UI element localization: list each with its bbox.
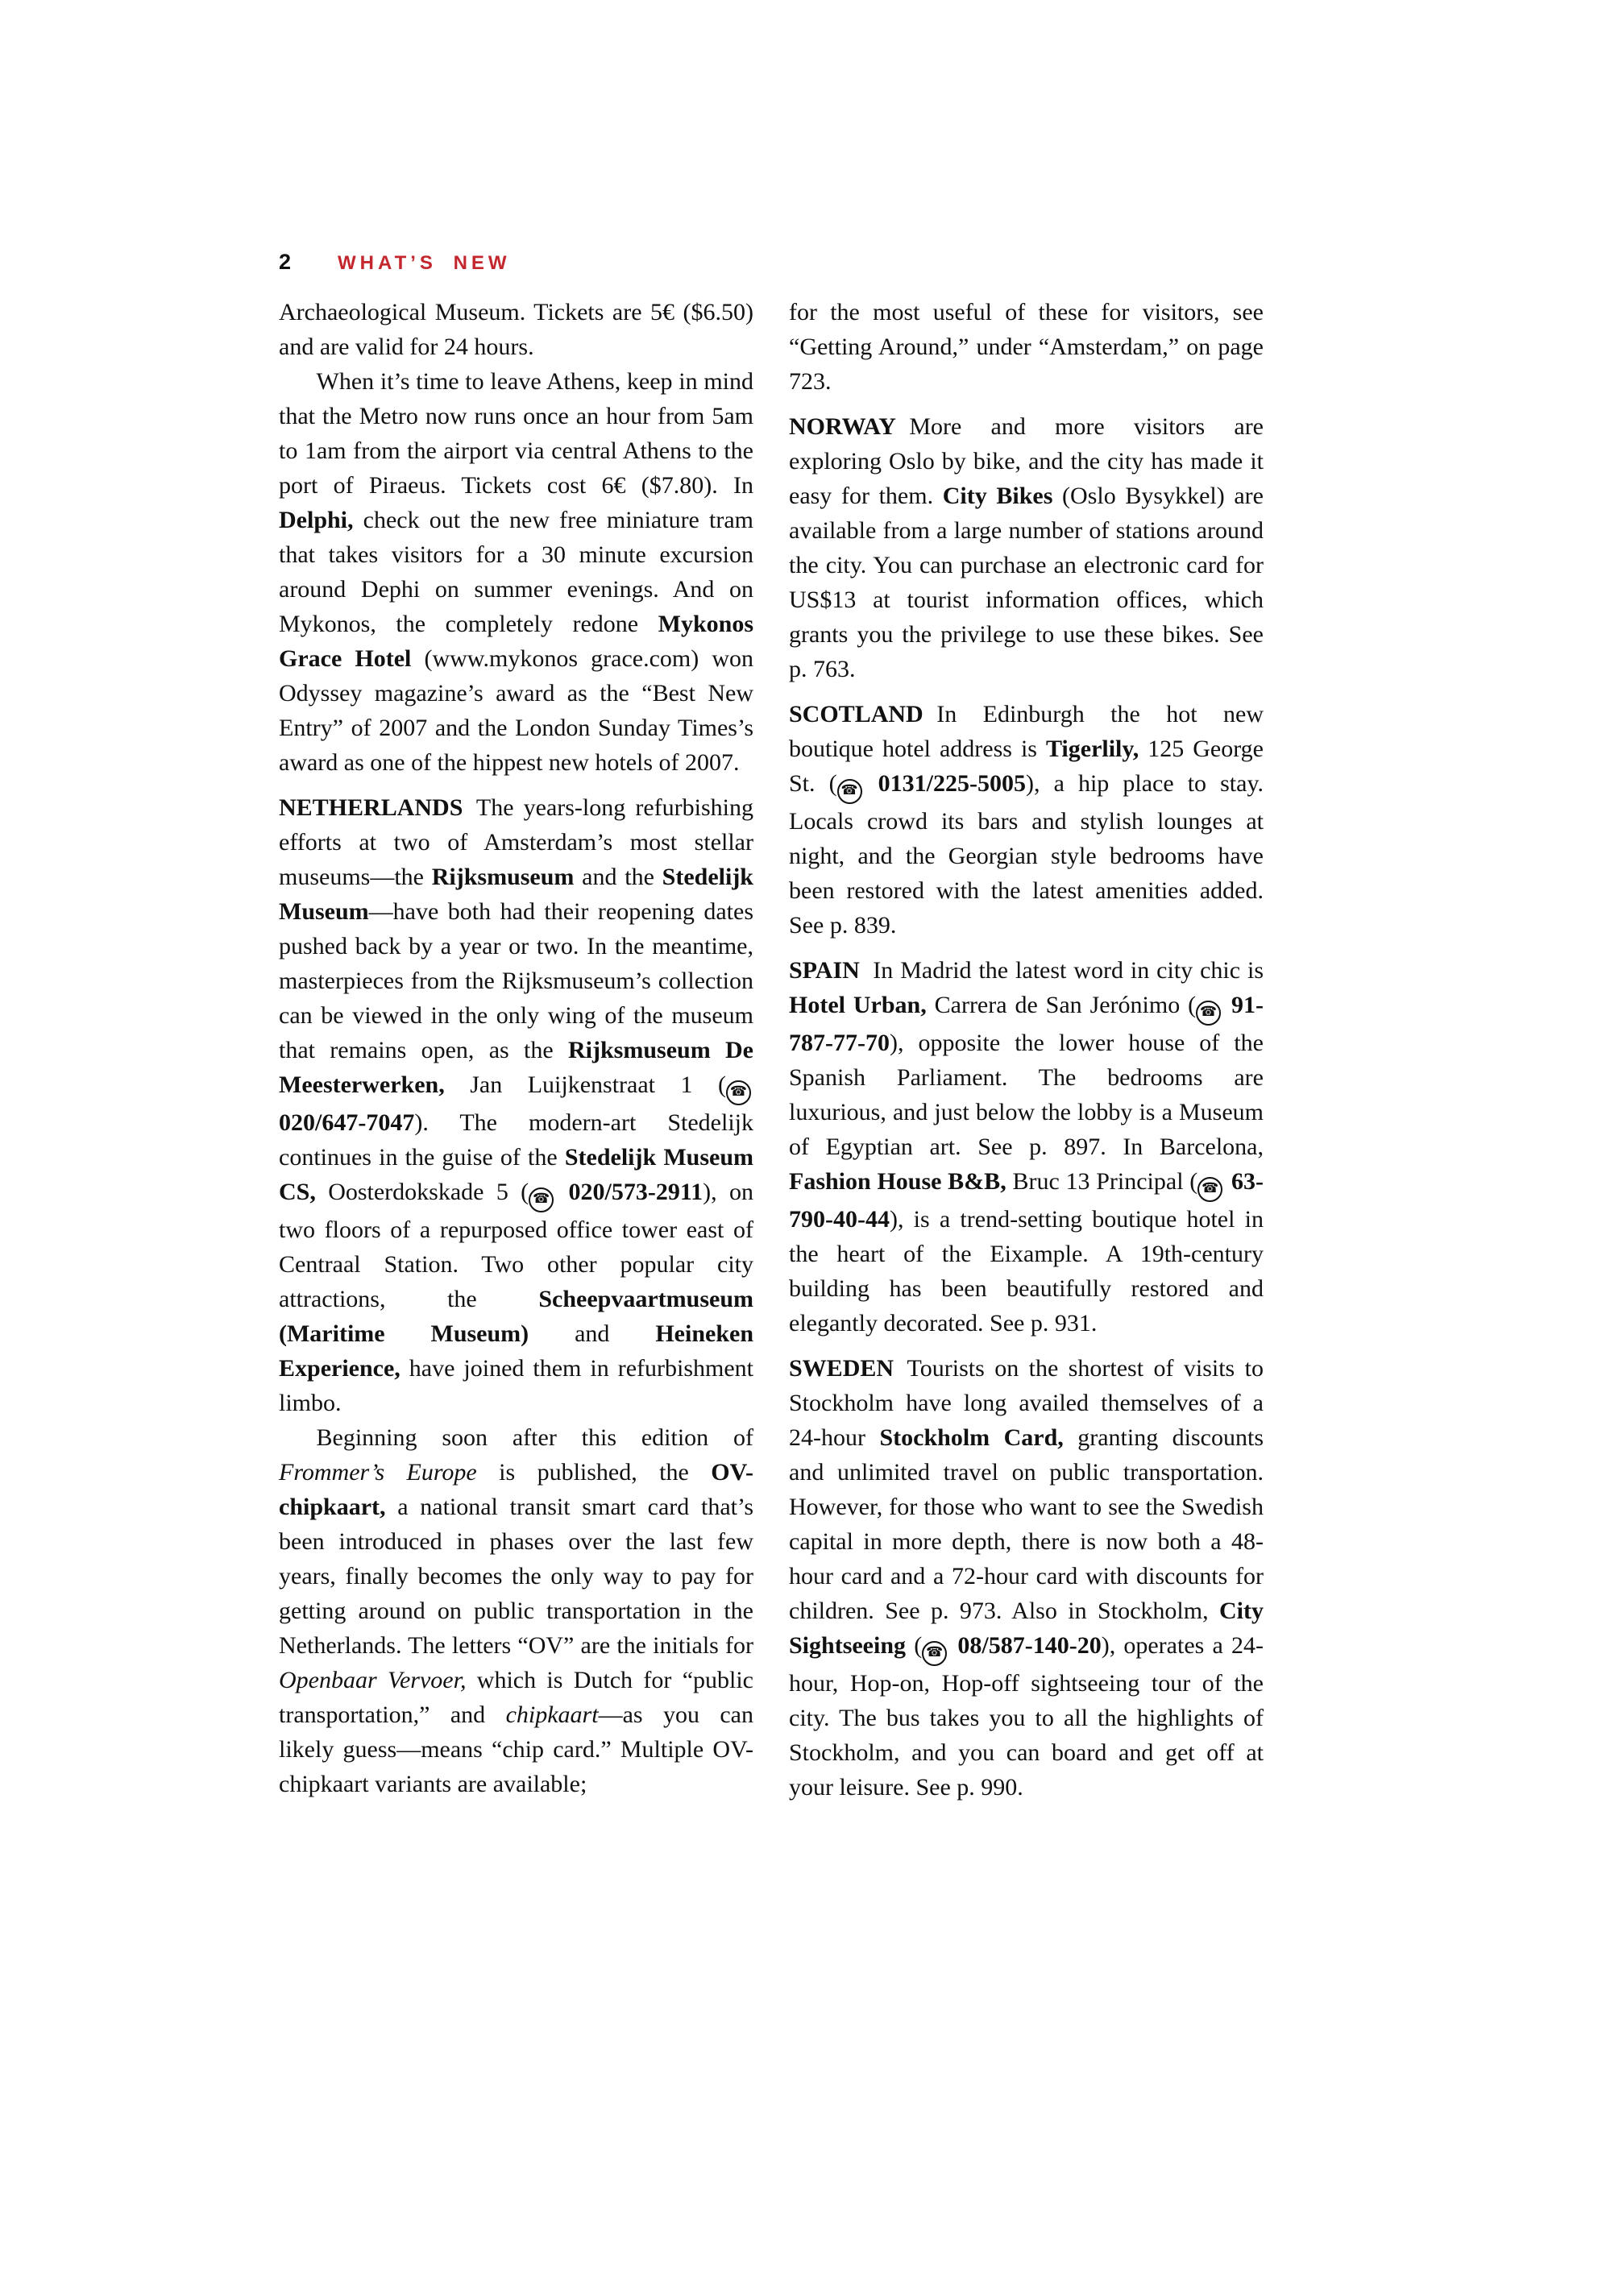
text-segment: 0131/225-5005 <box>864 770 1026 797</box>
running-head: WHAT’S NEW <box>338 252 511 274</box>
text-segment: which is Dutch for “public transportation,” and <box>279 1667 753 1728</box>
text-segment: ), opposite the lower house of the Spanish Parliament. The bedrooms are luxurious, and just below the lobby is a Museum of Egyptian art. See p. 897. In Barcelona, <box>789 1030 1264 1160</box>
text-segment: The years-long refurbishing efforts at two of Amsterdam’s most stellar museums—the <box>279 794 753 890</box>
text-segment: Stockholm Card, <box>879 1424 1064 1451</box>
phone-icon: ☎ <box>837 779 862 804</box>
text-segment: 125 George St. ( <box>789 736 1264 797</box>
text-segment: Tourists on the shortest of visits to Stockholm have long availed themselves of a 24-hour <box>789 1355 1264 1451</box>
text-segment: ), operates a 24-hour, Hop-on, Hop-off sightseeing tour of the city. The bus takes you to all the highlights of Stockholm, and you can board and get off at your leisure. See p. 990. <box>789 1632 1264 1801</box>
text-segment: Bruc 13 Principal ( <box>1006 1168 1198 1195</box>
text-segment: Stedelijk Museum CS, <box>279 1144 753 1205</box>
text-segment: Mykonos Grace Hotel <box>279 611 753 672</box>
text-segment: for the most useful of these for visitors, see “Getting Around,” under “Amsterdam,” on page 723. <box>789 299 1264 395</box>
text-segment: —as you can likely guess—means “chip card.” Multiple OV-chipkaart variants are available; <box>279 1701 753 1797</box>
text-segment: In Madrid the latest word in city chic is <box>873 957 1264 984</box>
text-segment: 020/647-7047 <box>279 1109 415 1136</box>
text-segment: Beginning soon after this edition of <box>316 1424 753 1451</box>
text-segment: is published, the <box>476 1459 712 1486</box>
text-segment: ), a hip place to stay. Locals crowd its bars and stylish lounges at night, and the Georgian style bedrooms have been restored with the latest amenities added. See p. 839. <box>789 770 1264 939</box>
text-segment: (www.mykonos grace.com) won Odyssey magazine’s award as the “Best New Entry” of 2007 and the London Sunday Times’s award as one of the hippest new hotels of 2007. <box>279 645 753 776</box>
text-segment: When it’s time to leave Athens, keep in mind that the Metro now runs once an hour from 5am to 1am from the airport via central Athens to the port of Piraeus. Tickets cost 6€ ($7.80). In <box>279 368 753 499</box>
text-segment: OV-chipkaart, <box>279 1459 753 1520</box>
text-segment: 020/573-2911 <box>556 1179 703 1205</box>
text-segment: Jan Luijkenstraat 1 ( <box>444 1071 726 1098</box>
column-right <box>789 295 1264 1805</box>
paragraph <box>789 953 1264 1341</box>
text-segment: and <box>529 1320 656 1347</box>
text-segment: chipkaart <box>505 1701 599 1728</box>
text-segment: More and more visitors are exploring Oslo by bike, and the city has made it easy for them. <box>789 413 1264 509</box>
text-segment: check out the new free miniature tram that takes visitors for a 30 minute excursion around Dephi on summer evenings. And on Mykonos, the completely redone <box>279 507 753 637</box>
text-segment: In Edinburgh the hot new boutique hotel address is <box>789 701 1264 762</box>
text-segment: have joined them in refurbishment limbo. <box>279 1355 753 1416</box>
text-segment: Hotel Urban, <box>789 992 927 1018</box>
paragraph <box>279 364 753 780</box>
text-segment: NETHERLANDS <box>279 794 463 821</box>
phone-icon: ☎ <box>922 1641 947 1666</box>
text-segment: NORWAY <box>789 413 896 440</box>
phone-icon: ☎ <box>1196 1001 1221 1026</box>
text-segment: Oosterdokskade 5 ( <box>315 1179 529 1205</box>
text-segment: Archaeological Museum. Tickets are 5€ ($6.50) and are valid for 24 hours. <box>279 299 753 360</box>
text-segment: Scheepvaartmuseum (Maritime Museum) <box>279 1286 753 1347</box>
text-segment: SPAIN <box>789 957 860 984</box>
column-left <box>279 295 753 1805</box>
text-segment: Rijksmuseum <box>431 864 575 890</box>
text-segment: (Oslo Bysykkel) are available from a large number of stations around the city. You can purchase an electronic card for US$13 at tourist information offices, which grants you the privilege to use these bikes. See p. 763. <box>789 483 1264 682</box>
text-segment: Rijksmuseum De Meesterwerken, <box>279 1037 753 1098</box>
paragraph <box>789 409 1264 686</box>
paragraph <box>279 1420 753 1801</box>
text-segment: —have both had their reopening dates pushed back by a year or two. In the meantime, masterpieces from the Rijksmuseum’s collection can be viewed in the only wing of the museum that remains open, as the <box>279 898 753 1063</box>
text-segment: ), is a trend-setting boutique hotel in the heart of the Eixample. A 19th-century building has been beautifully restored and elegantly decorated. See p. 931. <box>789 1206 1264 1337</box>
text-segment: Frommer’s Europe <box>279 1459 477 1486</box>
text-segment: and the <box>574 864 662 890</box>
paragraph <box>279 790 753 1420</box>
text-segment: ), on two floors of a repurposed office tower east of Centraal Station. Two other popular city attractions, the <box>279 1179 753 1312</box>
paragraph <box>789 295 1264 399</box>
text-segment: SCOTLAND <box>789 701 923 727</box>
phone-icon: ☎ <box>1197 1177 1222 1202</box>
page-content <box>279 295 1264 1805</box>
text-segment: Carrera de San Jerónimo ( <box>926 992 1197 1018</box>
page-header <box>279 250 511 275</box>
text-segment: ( <box>906 1632 923 1659</box>
paragraph <box>789 1351 1264 1805</box>
text-segment: 91-787-77-70 <box>789 992 1264 1056</box>
text-segment: City Sightseeing <box>789 1598 1264 1659</box>
text-segment: granting discounts and unlimited travel on public transportation. However, for those who want to see the Swedish capital in more depth, there is now both a 48-hour card and a 72-hour card with discounts for children. See p. 973. Also in Stockholm, <box>789 1424 1264 1624</box>
text-segment: a national transit smart card that’s been introduced in phases over the last few years, finally becomes the only way to pay for getting around on public transportation in the Netherlands. The letters “OV” are the initials for <box>279 1494 753 1659</box>
paragraph <box>279 295 753 364</box>
phone-icon: ☎ <box>726 1080 751 1105</box>
text-segment: Heineken Experience, <box>279 1320 753 1382</box>
phone-icon: ☎ <box>529 1187 554 1212</box>
text-segment: Delphi, <box>279 507 354 533</box>
text-segment: 08/587-140-20 <box>949 1632 1102 1659</box>
text-segment: Openbaar Vervoer, <box>279 1667 467 1693</box>
text-segment: Fashion House B&B, <box>789 1168 1006 1195</box>
text-segment: City Bikes <box>942 483 1053 509</box>
text-segment: ). The modern-art Stedelijk continues in the guise of the <box>279 1109 753 1171</box>
text-segment: Stedelijk Museum <box>279 864 753 925</box>
text-segment: Tigerlily, <box>1045 736 1139 762</box>
text-segment: SWEDEN <box>789 1355 894 1382</box>
paragraph <box>789 697 1264 943</box>
page-number: 2 <box>279 250 292 274</box>
text-segment: 63-790-40-44 <box>789 1168 1264 1233</box>
